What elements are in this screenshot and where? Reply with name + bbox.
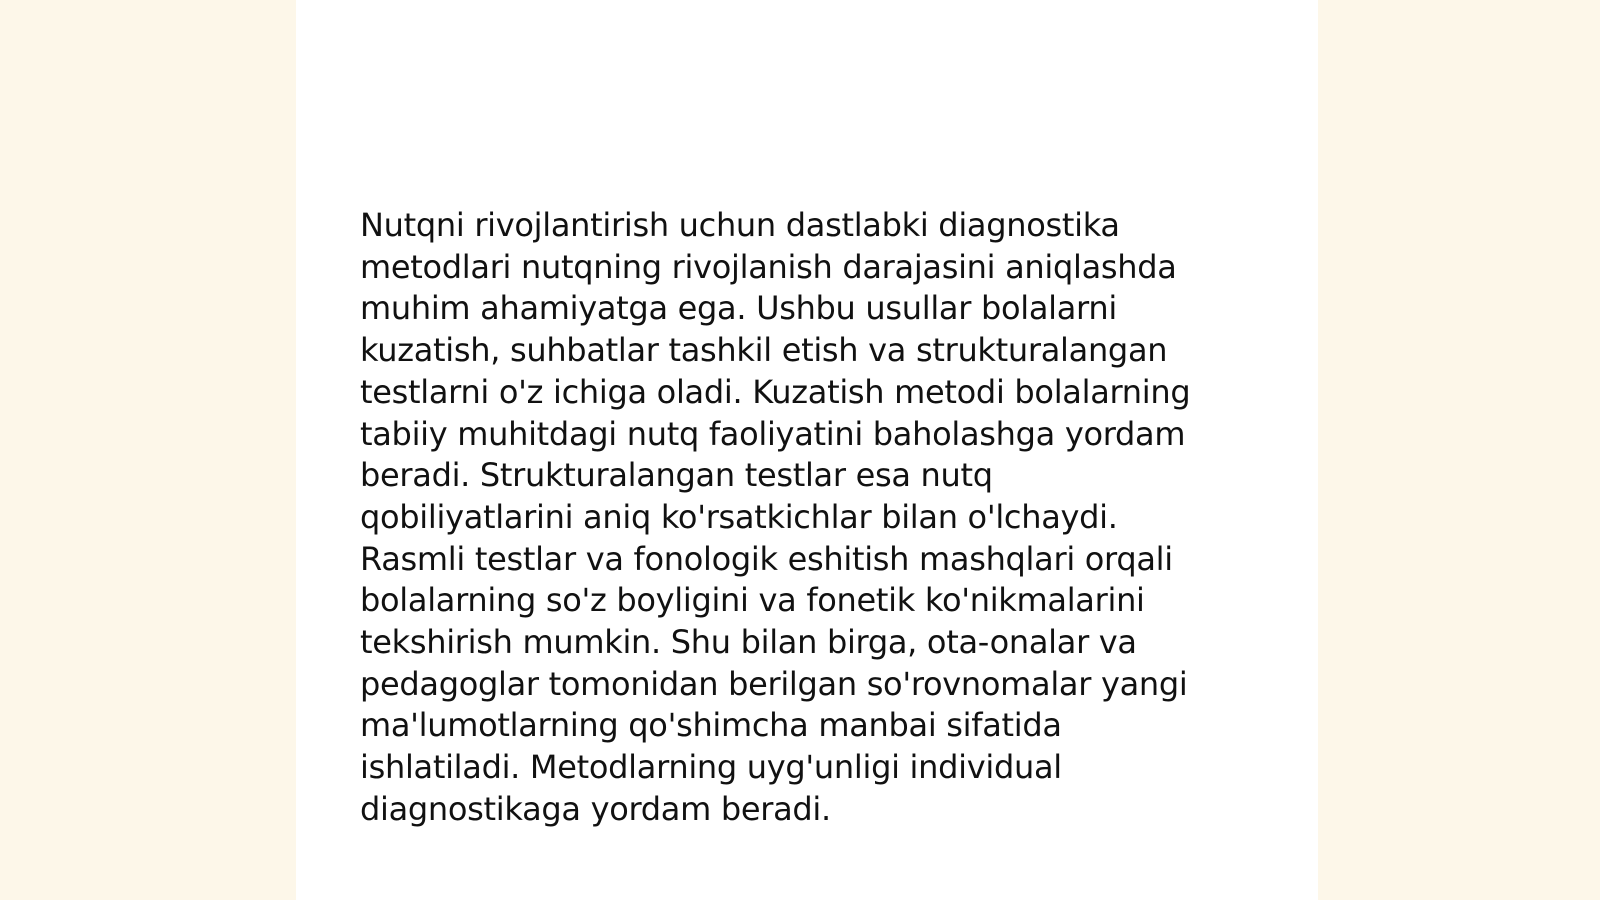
paragraph-line: muhim ahamiyatga ega. Ushbu usullar bolalarni <box>360 289 1117 328</box>
paragraph-line: ma'lumotlarning qo'shimcha manbai sifatida <box>360 706 1062 745</box>
paragraph-line: qobiliyatlarini aniq ko'rsatkichlar bilan o'lchaydi. <box>360 497 1118 536</box>
paragraph-line: testlarni o'z ichiga oladi. Kuzatish metodi bolalarning <box>360 372 1191 411</box>
paragraph-line: bolalarning so'z boyligini va fonetik ko'nikmalarini <box>360 581 1145 620</box>
paragraph-line: Nutqni rivojlantirish uchun dastlabki diagnostika <box>360 206 1120 244</box>
paragraph-line: diagnostikaga yordam beradi. <box>360 789 831 828</box>
paragraph-line: kuzatish, suhbatlar tashkil etish va strukturalangan <box>360 331 1168 370</box>
paragraph-line: Rasmli testlar va fonologik eshitish mashqlari orqali <box>360 539 1173 578</box>
paragraph-line: beradi. Strukturalangan testlar esa nutq <box>360 456 993 495</box>
body-paragraph <box>360 205 1240 831</box>
paragraph-line: ishlatiladi. Metodlarning uyg'unligi individual <box>360 748 1062 787</box>
paragraph-line: metodlari nutqning rivojlanish darajasini aniqlashda <box>360 247 1177 286</box>
slide-panel <box>296 0 1318 900</box>
paragraph-line: tabiiy muhitdagi nutq faoliyatini baholashga yordam <box>360 414 1186 453</box>
paragraph-line: pedagoglar tomonidan berilgan so'rovnomalar yangi <box>360 664 1188 703</box>
paragraph-line: tekshirish mumkin. Shu bilan birga, ota-onalar va <box>360 623 1137 662</box>
